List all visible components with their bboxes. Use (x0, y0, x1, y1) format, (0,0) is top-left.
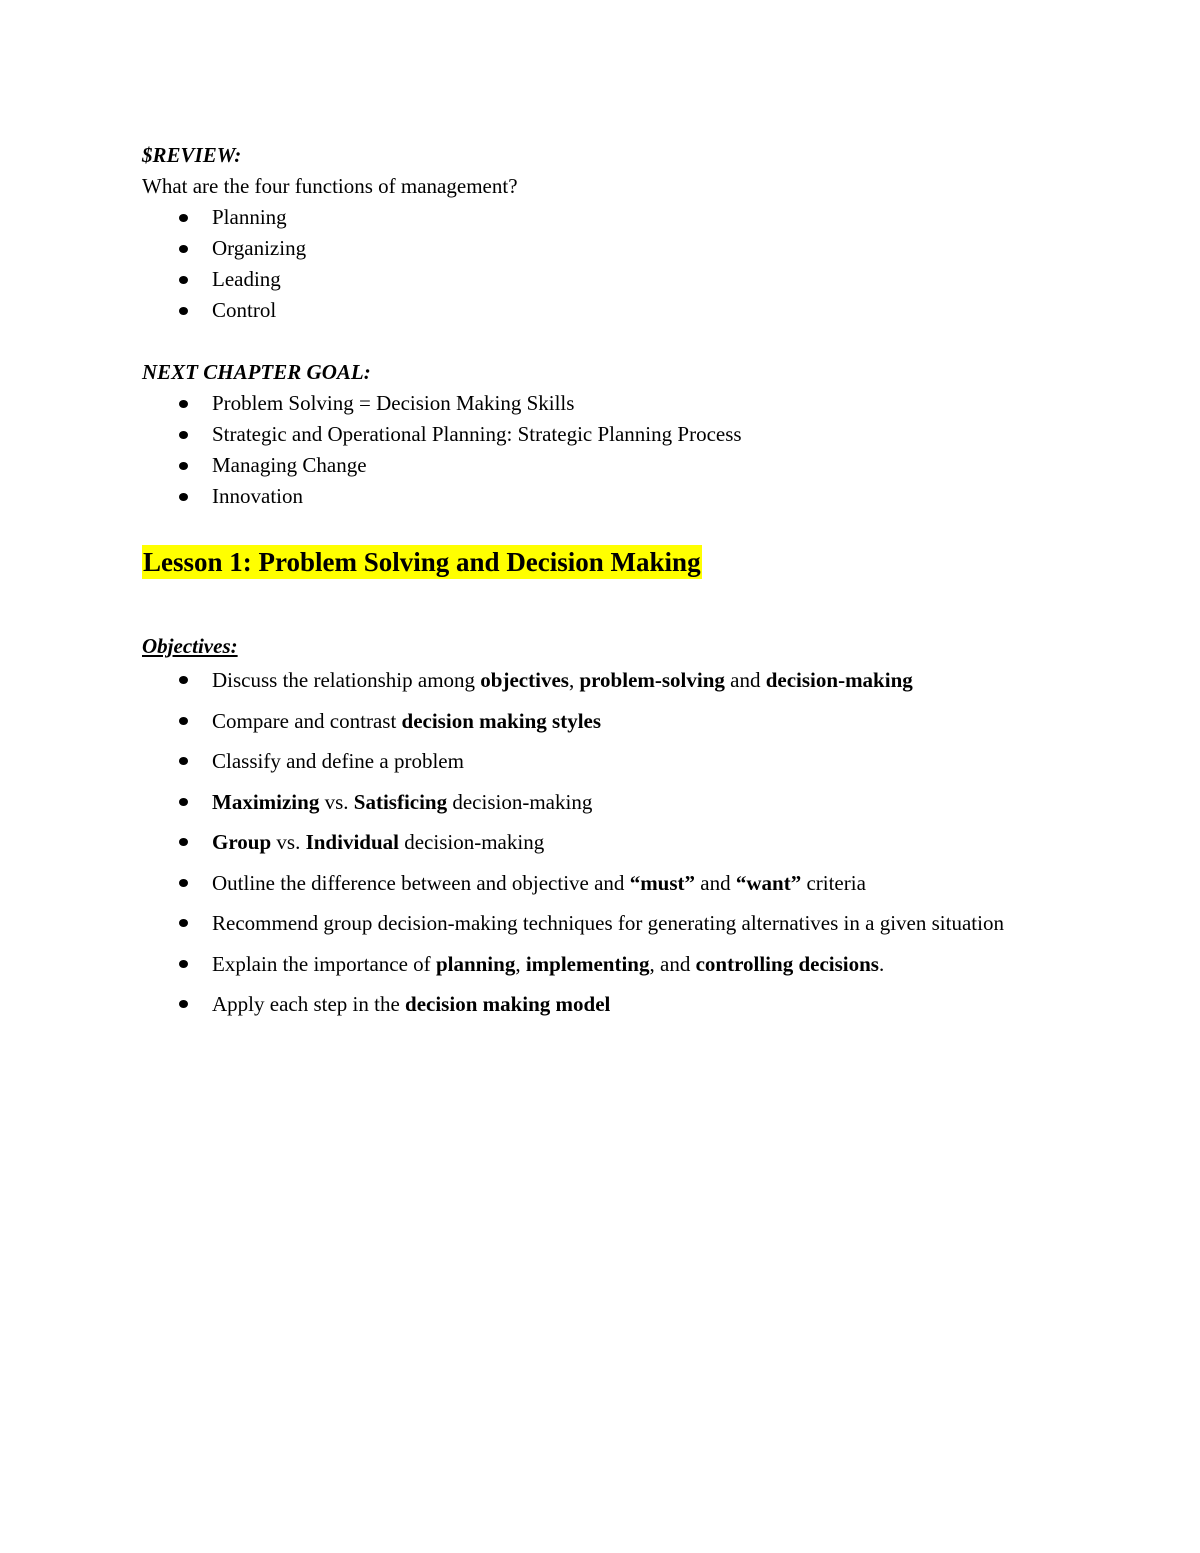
objectives-label: Objectives: (142, 634, 238, 658)
objective-bold-text: decision-making (765, 668, 913, 692)
objective-text: vs. (319, 789, 354, 814)
bullet-icon (179, 214, 188, 222)
objective-bold-text: objectives (480, 668, 569, 692)
review-question: What are the four functions of management? (142, 174, 518, 198)
bullet-icon (179, 245, 188, 253)
next-chapter-list (142, 388, 1042, 512)
objective-bold-text: Individual (305, 830, 399, 854)
bullet-icon (179, 838, 188, 846)
objective-text: decision-making (447, 789, 593, 814)
objective-text: Apply each step in the (212, 992, 406, 1016)
objective-text: . (878, 951, 885, 976)
spacer (142, 326, 1042, 357)
lesson-heading: Lesson 1: Problem Solving and Decision Making (143, 547, 701, 577)
bullet-icon (179, 919, 188, 927)
objective-text: Explain the importance of (212, 951, 436, 976)
objectives-list (142, 660, 1042, 1025)
bullet-icon (179, 1000, 188, 1008)
review-label: $REVIEW: (142, 143, 242, 167)
objective-item (142, 741, 1042, 782)
bullet-icon (179, 431, 188, 439)
list-item: Problem Solving = Decision Making Skills (142, 388, 1042, 419)
list-item: Organizing (142, 233, 1042, 264)
bullet-icon (179, 493, 188, 501)
objective-bold-text: controlling decisions (695, 951, 879, 976)
objective-text: , (515, 951, 526, 976)
objective-item (142, 701, 1042, 742)
objective-item (142, 903, 1042, 944)
objective-item (142, 782, 1042, 823)
list-item: Control (142, 295, 1042, 326)
bullet-icon (179, 960, 188, 968)
objective-text: Classify and define a problem (212, 749, 464, 773)
objective-bold-text: Maximizing (212, 789, 320, 814)
bullet-icon (179, 798, 188, 806)
objective-bold-text: Satisficing (353, 789, 448, 814)
bullet-icon (179, 717, 188, 725)
objective-text: , and (649, 951, 696, 976)
objective-item (142, 984, 1042, 1025)
list-item: Innovation (142, 481, 1042, 512)
bullet-icon (179, 757, 188, 765)
bullet-icon (179, 400, 188, 408)
objective-text: vs. (271, 830, 306, 854)
objective-text: Recommend group decision-making techniques for generating alternatives in a given situation (212, 911, 1004, 935)
bullet-icon (179, 276, 188, 284)
list-item: Planning (142, 202, 1042, 233)
objective-text: and (695, 870, 736, 895)
objective-bold-text: implementing (525, 951, 650, 976)
document-page (142, 140, 1042, 1025)
lesson-heading-wrap (142, 545, 1042, 585)
review-list (142, 202, 1042, 326)
next-chapter-label: NEXT CHAPTER GOAL: (142, 360, 371, 384)
objective-item (142, 863, 1042, 904)
bullet-icon (179, 676, 188, 684)
objective-text: , (568, 668, 580, 692)
objective-bold-text: problem-solving (579, 668, 725, 692)
objective-bold-text: Group (212, 830, 272, 854)
objective-text: and (724, 668, 766, 692)
objective-item (142, 944, 1042, 985)
list-item: Strategic and Operational Planning: Strategic Planning Process (142, 419, 1042, 450)
objective-bold-text: “want” (735, 870, 802, 895)
objective-item (142, 822, 1042, 863)
bullet-icon (179, 462, 188, 470)
objective-bold-text: decision making styles (401, 708, 602, 733)
objective-text: Discuss the relationship among (212, 668, 481, 692)
objective-text: criteria (801, 870, 866, 895)
objective-bold-text: “must” (629, 870, 696, 895)
objective-bold-text: planning (435, 951, 516, 976)
bullet-icon (179, 879, 188, 887)
bullet-icon (179, 307, 188, 315)
list-item: Leading (142, 264, 1042, 295)
objective-text: Compare and contrast (212, 708, 402, 733)
objective-bold-text: decision making model (405, 992, 611, 1016)
objective-text: Outline the difference between and objective and (212, 870, 630, 895)
objective-item (142, 660, 1042, 701)
objective-text: decision-making (398, 830, 545, 854)
list-item: Managing Change (142, 450, 1042, 481)
